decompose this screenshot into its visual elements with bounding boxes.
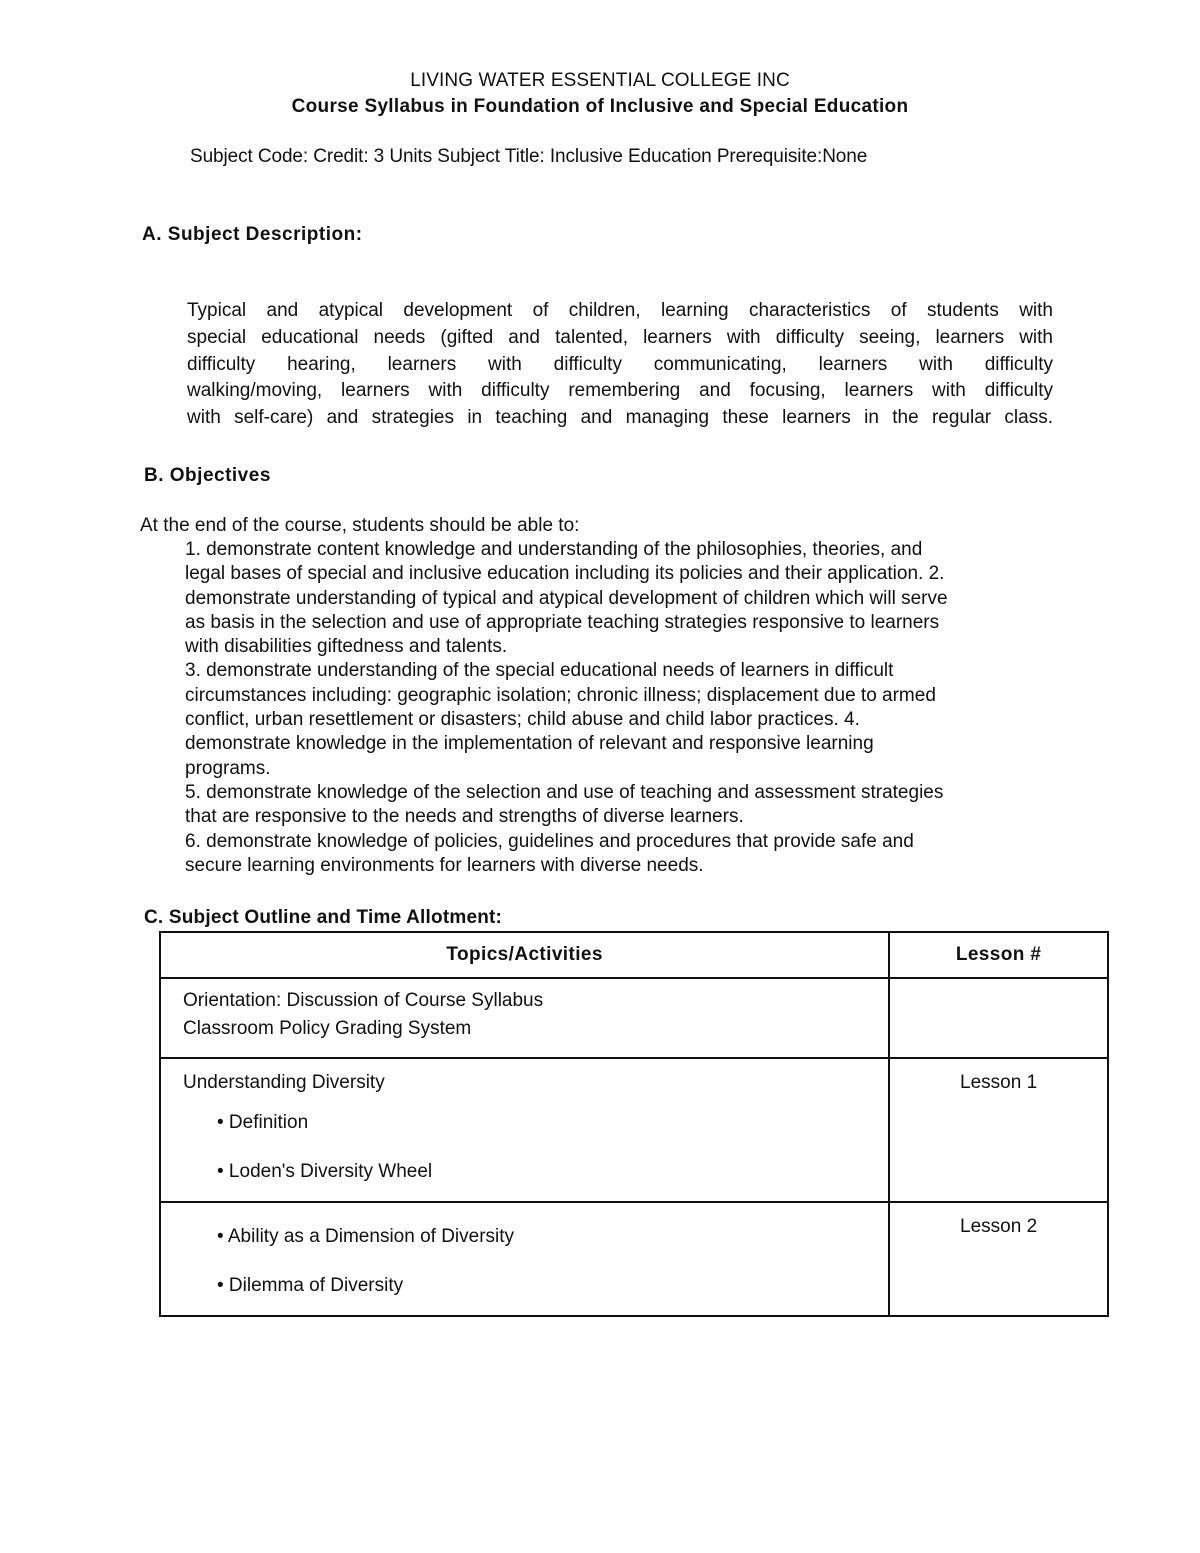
table-header-row bbox=[160, 932, 1108, 978]
objective-line: secure learning environments for learners with diverse needs. bbox=[185, 854, 704, 876]
objective-line: with disabilities giftedness and talents. bbox=[185, 636, 508, 658]
objective-line: 1. demonstrate content knowledge and understanding of the philosophies, theories, and bbox=[185, 539, 923, 560]
description-line: special educational needs (gifted and talented, learners with difficulty seeing, learners with bbox=[187, 326, 1053, 348]
topic-title: Orientation: Discussion of Course Syllabus bbox=[183, 990, 544, 1011]
table-row bbox=[160, 978, 1108, 1058]
description-line: with self-care) and strategies in teaching and managing these learners in the regular class. bbox=[187, 407, 1053, 429]
description-line: Typical and atypical development of children, learning characteristics of students with bbox=[187, 300, 1053, 321]
objective-line: as basis in the selection and use of appropriate teaching strategies responsive to learners bbox=[185, 611, 940, 633]
topic-title: Understanding Diversity bbox=[183, 1072, 385, 1093]
topic-cell bbox=[160, 1202, 889, 1316]
topic-bullet: • Loden's Diversity Wheel bbox=[217, 1161, 433, 1182]
topic-cell bbox=[160, 1058, 889, 1202]
description-line: walking/moving, learners with difficulty remembering and focusing, learners with difficulty bbox=[187, 380, 1053, 402]
topic-bullet: • Ability as a Dimension of Diversity bbox=[217, 1226, 515, 1247]
objective-line: that are responsive to the needs and strengths of diverse learners. bbox=[185, 806, 744, 828]
objective-line: programs. bbox=[185, 757, 271, 779]
topic-subtitle: Classroom Policy Grading System bbox=[183, 1018, 472, 1039]
objective-line: demonstrate knowledge in the implementation of relevant and responsive learning bbox=[185, 733, 874, 755]
section-c-heading: C. Subject Outline and Time Allotment: bbox=[144, 907, 503, 928]
topic-bullet: • Dilemma of Diversity bbox=[217, 1275, 404, 1296]
topic-cell bbox=[160, 978, 889, 1058]
subject-outline-table bbox=[159, 931, 1109, 1317]
table-row bbox=[160, 1202, 1108, 1316]
column-header-lesson: Lesson # bbox=[889, 932, 1108, 978]
objectives-intro: At the end of the course, students should be able to: bbox=[140, 515, 580, 536]
objective-line: 5. demonstrate knowledge of the selection and use of teaching and assessment strategies bbox=[185, 781, 944, 803]
table-row bbox=[160, 1058, 1108, 1202]
column-header-topics: Topics/Activities bbox=[160, 932, 889, 978]
lesson-cell: Lesson 2 bbox=[889, 1202, 1108, 1316]
subject-info-line: Subject Code: Credit: 3 Units Subject Title: Inclusive Education Prerequisite:None bbox=[190, 146, 868, 167]
description-line: difficulty hearing, learners with difficulty communicating, learners with difficulty bbox=[187, 353, 1053, 375]
objective-line: legal bases of special and inclusive education including its policies and their application. 2. bbox=[185, 563, 945, 585]
objective-line: conflict, urban resettlement or disasters; child abuse and child labor practices. 4. bbox=[185, 709, 860, 731]
topic-bullet: • Definition bbox=[217, 1112, 309, 1133]
lesson-cell: Lesson 1 bbox=[889, 1058, 1108, 1202]
lesson-cell bbox=[889, 978, 1108, 1058]
section-b-heading: B. Objectives bbox=[144, 465, 271, 486]
objective-line: circumstances including: geographic isolation; chronic illness; displacement due to armed bbox=[185, 684, 936, 706]
subject-description bbox=[187, 298, 1053, 432]
objective-line: 3. demonstrate understanding of the special educational needs of learners in difficult bbox=[185, 660, 894, 682]
objective-line: 6. demonstrate knowledge of policies, guidelines and procedures that provide safe and bbox=[185, 830, 914, 852]
objective-line: demonstrate understanding of typical and atypical development of children which will serve bbox=[185, 587, 948, 609]
course-title: Course Syllabus in Foundation of Inclusive and Special Education bbox=[291, 96, 909, 117]
objectives-list bbox=[185, 538, 1065, 878]
section-a-heading: A. Subject Description: bbox=[142, 224, 363, 245]
college-name: LIVING WATER ESSENTIAL COLLEGE INC bbox=[410, 70, 790, 91]
